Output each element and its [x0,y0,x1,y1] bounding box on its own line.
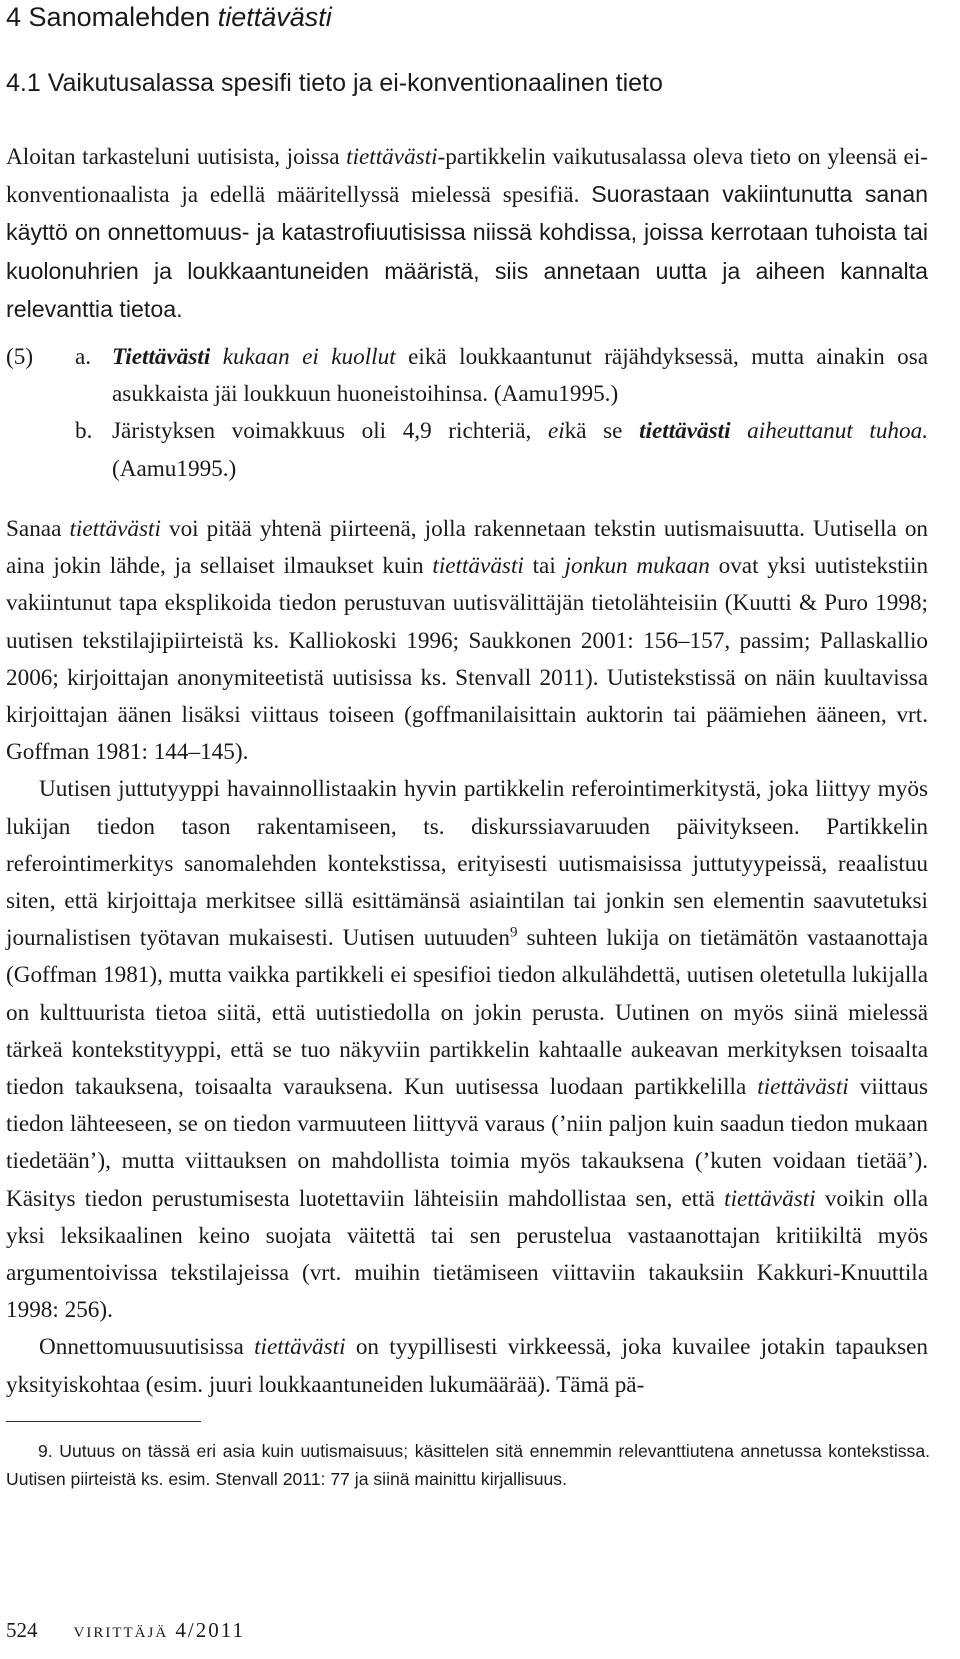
main-text [6,511,928,1404]
intro-text-1: Aloitan tarkasteluni uutisista, joissa [6,144,340,170]
example-b-text [112,413,928,487]
intro-term-italic: tiettävästi [346,144,438,170]
example-b-letter: b. [75,418,93,445]
paragraph-2: Uutisen juttutyyppi havainnollistaakin hyvin partikkelin referointimerkitystä, joka liittyy myös lukijan tiedon tason rakentamiseen, ts. diskurssiavaruuden päivitykseen. Partikkelin referointimerkitys sanomalehden kontekstissa, erityisesti uutismaisissa juttutyypeissä, reaalistuu siten, että kirjoittaja merkitsee sillä esittämänsä asiaintilan tai jonkin sen elementin saavutetuksi journalistisen työtavan mukaisesti. Uutisen uutuuden$^9$ suhteen lukija on tietämätön vastaanottaja (Goffman 1981), mutta vaikka partikkeli ei spesifioi tiedon alkulähdettä, uutisen oletetulla lukijalla on kulttuurista tietoa siitä, että uutistiedolla on jokin perusta. Uutinen on myös siinä mielessä tärkeä kontekstityyppi, että se tuo näkyviin partikkelin kahtaalle aukeavan merkityksen toisaalta tiedon takauksena, toisaalta varauksena. Kun uutisessa luodaan partikkelilla tiettävästi viittaus tiedon lähteeseen, se on tiedon varmuuteen liittyvä varaus (’niin paljon kuin saadun tiedon mukaan tiedetään’), mutta viittauksen on mahdollista toimia myös takauksena (’kuten voidaan tietää’). Käsitys tiedon perustumisesta luotettaviin lähteisiin mahdollistaa sen, että tiettävästi voikin olla yksi leksikaalinen keino suojata väitettä tai sen perustelua vastaanottajan kritiikiltä myös argumentoivissa tekstilajeissa (vrt. muihin tietämiseen viittaviin takauksiin Kakkuri-Knuuttila 1998: 256). [6,776,929,1324]
example-a-text [112,339,928,413]
chapter-title-italic: tiettävästi [217,2,332,32]
footnote-marker[interactable]: 9 [510,924,518,941]
chapter-title-plain: Sanomalehden [28,2,211,32]
example-b [6,413,928,487]
example-b-text-2: kä se [564,418,623,445]
paragraph-3: Onnettomuusuutisissa tiettävästi on tyypillisesti virkkeessä, joka kuvailee jotakin tapauksen yksityiskohtaa (esim. juuri loukkaantuneiden lukumäärää). Tämä pä- [6,1334,929,1398]
intro-text-2: -partikkelin vaikutusalassa oleva tieto on yleensä ei-konventionaalista ja edellä määritellyssä mielessä spesifiä. [6,144,928,209]
chapter-number: 4 [6,2,22,32]
chapter-heading [6,2,332,33]
paragraph-1: Sanaa tiettävästi voi pitää yhtenä piirteenä, jolla rakennetaan tekstin uutismaisuutta. Uutisella on aina jokin lähde, ja sellaiset ilmaukset kuin tiettävästi tai jonkun mukaan ovat yksi uutistekstiin vakiintunut tapa eksplikoida tiedon perustuvan uutisvälittäjän tietolähteisiin (Kuutti & Puro 1998; uutisen tekstilajipiirteistä ks. Kalliokoski 1996; Saukkonen 2001: 156–157, passim; Pallaskallio 2006; kirjoittajan anonymiteetistä uutisissa ks. Stenvall 2011). Uutistekstissä on näin kuultavissa kirjoittajan äänen lisäksi viittaus toiseen (goffmanilaisittain auktorin tai päämiehen ääneen, vrt. Goffman 1981: 144–145). [6,516,929,766]
example-b-italic-ei: ei [547,418,565,445]
example-b-source: (Aamu1995.) [112,455,237,482]
example-a-italic: kukaan ei kuollut [222,344,396,370]
example-b-italic: aiheuttanut tuhoa. [747,418,928,445]
intro-paragraph [6,139,928,329]
example-a-letter: a. [75,344,92,370]
footnote-divider [6,1421,201,1422]
page-footer [6,1618,245,1643]
example-a-bold-italic: Tiettävästi [112,344,211,370]
section-heading: 4.1 Vaikutusalassa spesifi tieto ja ei-konventionaalinen tieto [6,69,663,97]
footnote: 9. Uutuus on tässä eri asia kuin uutismaisuus; käsittelen sitä ennemmin relevanttiutena annetussa kontekstissa. Uutisen piirteistä ks. esim. Stenvall 2011: 77 ja siinä mainittu kirjallisuus. [6,1441,930,1489]
page-number: 524 [6,1618,38,1642]
intro-text-sans: Suorastaan vakiintunutta sanan käyttö on onnettomuus- ja katastrofiuutisissa niissä kohdissa, joissa kerrotaan tuhoista tai kuolonuhrien ja loukkaantuneiden määristä, siis annetaan uutta ja aiheen kannalta relevanttia tietoa. [6,181,929,322]
example-b-text-1: Järistyksen voimakkuus oli 4,9 richteriä, [112,418,532,445]
example-number: (5) [6,344,34,370]
example-a-rest: eikä loukkaantunut räjähdyksessä, mutta ainakin osa asukkaista jäi loukkuun huoneistoihinsa. (Aamu1995.) [112,344,929,408]
example-block [6,339,928,488]
journal-name: virittäjä 4/2011 [73,1618,245,1642]
example-a [6,339,928,413]
example-b-bold-italic: tiettävästi [639,418,731,445]
